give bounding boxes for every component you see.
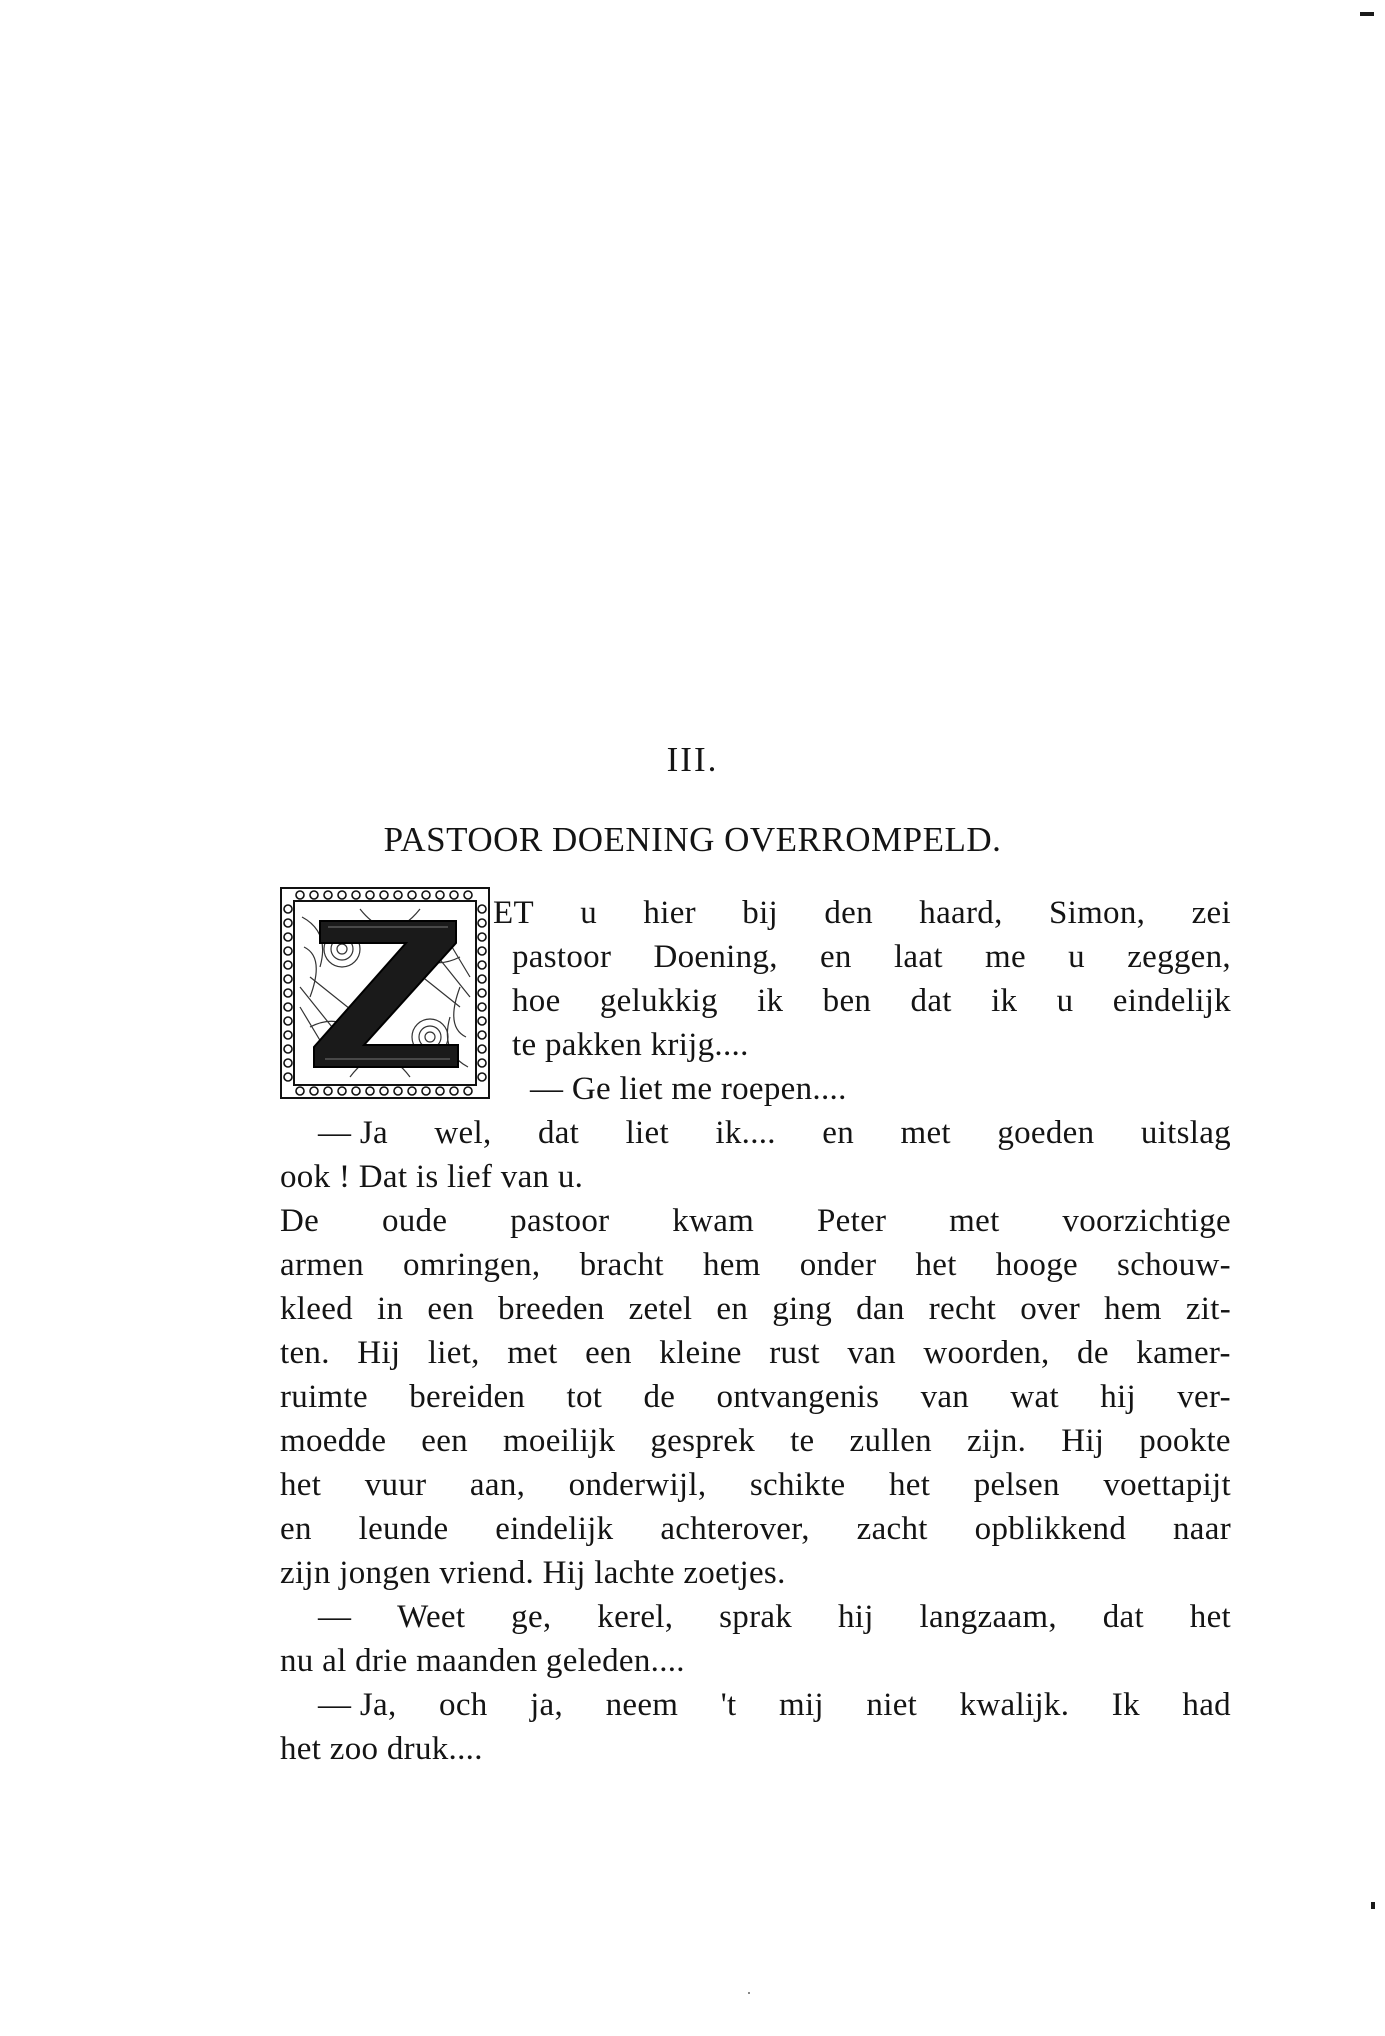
text-line: hoe gelukkig ik ben dat ik u eindelijk <box>512 983 1231 1019</box>
text-line: — Weet ge, kerel, sprak hij langzaam, dat het <box>318 1599 1231 1635</box>
text-line: ook ! Dat is lief van u. <box>280 1159 584 1195</box>
text-line: te pakken krijg.... <box>512 1027 749 1063</box>
page-edge-mark-top <box>1360 12 1374 16</box>
text-line: — Ja wel, dat liet ik.... en met goeden uitslag <box>318 1115 1231 1151</box>
chapter-title: PASTOOR DOENING OVERROMPELD. <box>383 820 1002 859</box>
text-line: ten. Hij liet, met een kleine rust van woorden, de kamer- <box>280 1335 1231 1371</box>
text-line: armen omringen, bracht hem onder het hooge schouw- <box>280 1247 1231 1283</box>
text-line: — Ge liet me roepen.... <box>530 1071 847 1107</box>
text-line: De oude pastoor kwam Peter met voorzichtige <box>280 1203 1231 1239</box>
text-line: pastoor Doening, en laat me u zeggen, <box>512 939 1231 975</box>
text-line: nu al drie maanden geleden.... <box>280 1643 685 1679</box>
page-edge-mark-bottom <box>748 1992 750 1994</box>
text-line: en leunde eindelijk achterover, zacht opblikkend naar <box>280 1511 1231 1547</box>
page-edge-mark-right <box>1371 1902 1375 1909</box>
text-line: kleed in een breeden zetel en ging dan recht over hem zit- <box>280 1291 1231 1327</box>
decorative-initial-z <box>280 887 490 1099</box>
text-line: het zoo druk.... <box>280 1731 483 1767</box>
text-line: moedde een moeilijk gesprek te zullen zijn. Hij pookte <box>280 1423 1231 1459</box>
chapter-number: III. <box>666 740 719 779</box>
text-line: het vuur aan, onderwijl, schikte het pelsen voettapijt <box>280 1467 1231 1503</box>
text-line: ET u hier bij den haard, Simon, zei <box>493 895 1231 931</box>
text-line: ruimte bereiden tot de ontvangenis van wat hij ver- <box>280 1379 1231 1415</box>
text-line: zijn jongen vriend. Hij lachte zoetjes. <box>280 1555 786 1591</box>
text-line: — Ja, och ja, neem 't mij niet kwalijk. Ik had <box>318 1687 1231 1723</box>
